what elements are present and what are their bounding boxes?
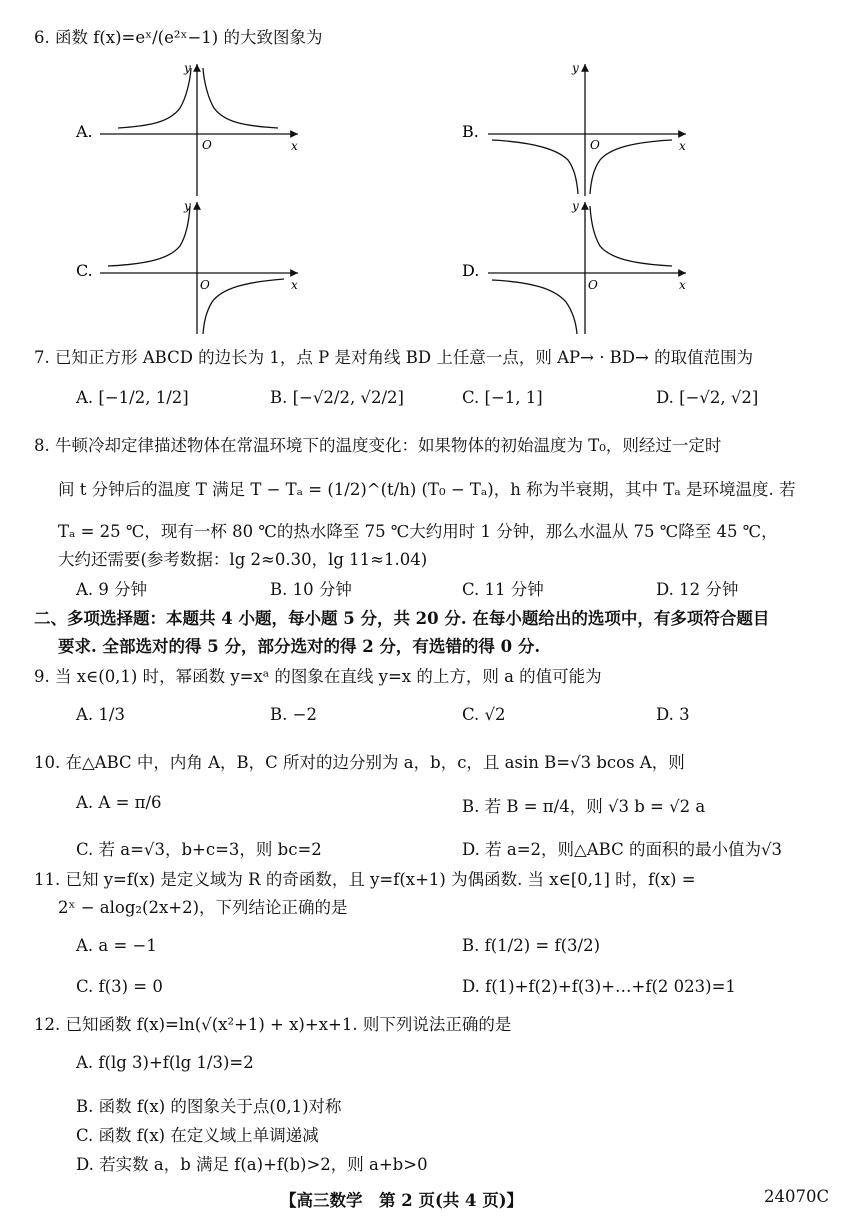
q12-stem: 12. 已知函数 f(x)=ln(√(x²+1) + x)+x+1. 则下列说法正确的是 <box>34 1015 512 1034</box>
q8-option-c: C. 11 分钟 <box>462 580 544 599</box>
q8-option-b: B. 10 分钟 <box>270 580 352 599</box>
exam-code: 24070C <box>764 1187 830 1206</box>
q11-option-d: D. f(1)+f(2)+f(3)+…+f(2 023)=1 <box>462 977 736 996</box>
q9-option-a: A. 1/3 <box>76 705 125 724</box>
q10-stem: 10. 在△ABC 中，内角 A，B，C 所对的边分别为 a，b，c，且 asin B=√3 bcos A，则 <box>34 753 685 772</box>
q8-line4: 大约还需要(参考数据：lg 2≈0.30，lg 11≈1.04) <box>58 550 428 569</box>
q8-option-d: D. 12 分钟 <box>656 580 739 599</box>
q11-option-a: A. a = −1 <box>76 936 157 955</box>
svg-text:C.: C. <box>76 261 93 280</box>
graph-b <box>462 61 686 196</box>
svg-text:y: y <box>572 61 579 75</box>
q7-option-b: B. [−√2/2, √2/2] <box>270 388 404 407</box>
q7-option-d: D. [−√2, √2] <box>656 388 759 407</box>
q10-option-b: B. 若 B = π/4，则 √3 b = √2 a <box>462 797 706 816</box>
svg-text:O: O <box>200 278 210 292</box>
q12-option-a: A. f(lg 3)+f(lg 1/3)=2 <box>76 1053 254 1072</box>
q6-graphs <box>0 56 860 338</box>
svg-text:y: y <box>572 199 579 213</box>
q7-option-a: A. [−1/2, 1/2] <box>76 388 189 407</box>
svg-text:x: x <box>679 139 686 153</box>
q11-option-c: C. f(3) = 0 <box>76 977 163 996</box>
q8-option-a: A. 9 分钟 <box>76 580 148 599</box>
svg-text:x: x <box>291 139 298 153</box>
q12-option-d: D. 若实数 a，b 满足 f(a)+f(b)>2，则 a+b>0 <box>76 1155 428 1174</box>
q11-line2: 2ˣ − alog₂(2x+2)，下列结论正确的是 <box>58 898 348 917</box>
q10-option-d: D. 若 a=2，则△ABC 的面积的最小值为√3 <box>462 840 782 859</box>
q9-option-c: C. √2 <box>462 705 506 724</box>
q8-line3: Tₐ = 25 ℃，现有一杯 80 ℃的热水降至 75 ℃大约用时 1 分钟，那么水温从 75 ℃降至 45 ℃， <box>58 522 778 541</box>
svg-text:D.: D. <box>462 261 480 280</box>
q11-option-b: B. f(1/2) = f(3/2) <box>462 936 601 955</box>
q12-option-c: C. 函数 f(x) 在定义域上单调递减 <box>76 1126 319 1145</box>
q7-option-c: C. [−1, 1] <box>462 388 543 407</box>
q8-line2: 间 t 分钟后的温度 T 满足 T − Tₐ = (1/2)^(t/h) (T₀ − Tₐ)，h 称为半衰期，其中 Tₐ 是环境温度. 若 <box>58 480 796 499</box>
q10-option-a: A. A = π/6 <box>76 793 162 812</box>
graph-a <box>75 61 298 196</box>
graph-a-label: A. <box>76 122 93 141</box>
q9-option-b: B. −2 <box>270 705 317 724</box>
svg-text:B.: B. <box>462 122 479 141</box>
page-footer: 【高三数学 第 2 页(共 4 页)】 <box>280 1191 524 1210</box>
svg-text:O: O <box>590 138 600 152</box>
svg-text:y: y <box>184 61 191 75</box>
svg-text:x: x <box>291 278 298 292</box>
q11-line1: 11. 已知 y=f(x) 是定义域为 R 的奇函数，且 y=f(x+1) 为偶函数. 当 x∈[0,1] 时，f(x) = <box>34 870 696 889</box>
q9-option-d: D. 3 <box>656 705 690 724</box>
svg-text:x: x <box>679 278 686 292</box>
section2-heading-line1: 二、多项选择题：本题共 4 小题，每小题 5 分，共 20 分. 在每小题给出的选项中，有多项符合题目 <box>34 609 770 628</box>
q7-stem: 7. 已知正方形 ABCD 的边长为 1，点 P 是对角线 BD 上任意一点，则 AP→ · BD→ 的取值范围为 <box>34 348 754 367</box>
q10-option-c: C. 若 a=√3，b+c=3，则 bc=2 <box>76 840 322 859</box>
q9-stem: 9. 当 x∈(0,1) 时，幂函数 y=xᵃ 的图象在直线 y=x 的上方，则 a 的值可能为 <box>34 667 602 686</box>
q6-stem: 6. 函数 f(x)=eˣ/(e²ˣ−1) 的大致图象为 <box>34 28 323 47</box>
svg-text:y: y <box>184 199 191 213</box>
graph-c <box>76 199 298 334</box>
graph-d <box>462 199 686 334</box>
q8-line1: 8. 牛顿冷却定律描述物体在常温环境下的温度变化：如果物体的初始温度为 T₀，则经过一定时 <box>34 436 722 455</box>
q12-option-b: B. 函数 f(x) 的图象关于点(0,1)对称 <box>76 1097 342 1116</box>
svg-text:O: O <box>588 278 598 292</box>
svg-text:O: O <box>202 138 212 152</box>
section2-heading-line2: 要求. 全部选对的得 5 分，部分选对的得 2 分，有选错的得 0 分. <box>58 637 541 656</box>
